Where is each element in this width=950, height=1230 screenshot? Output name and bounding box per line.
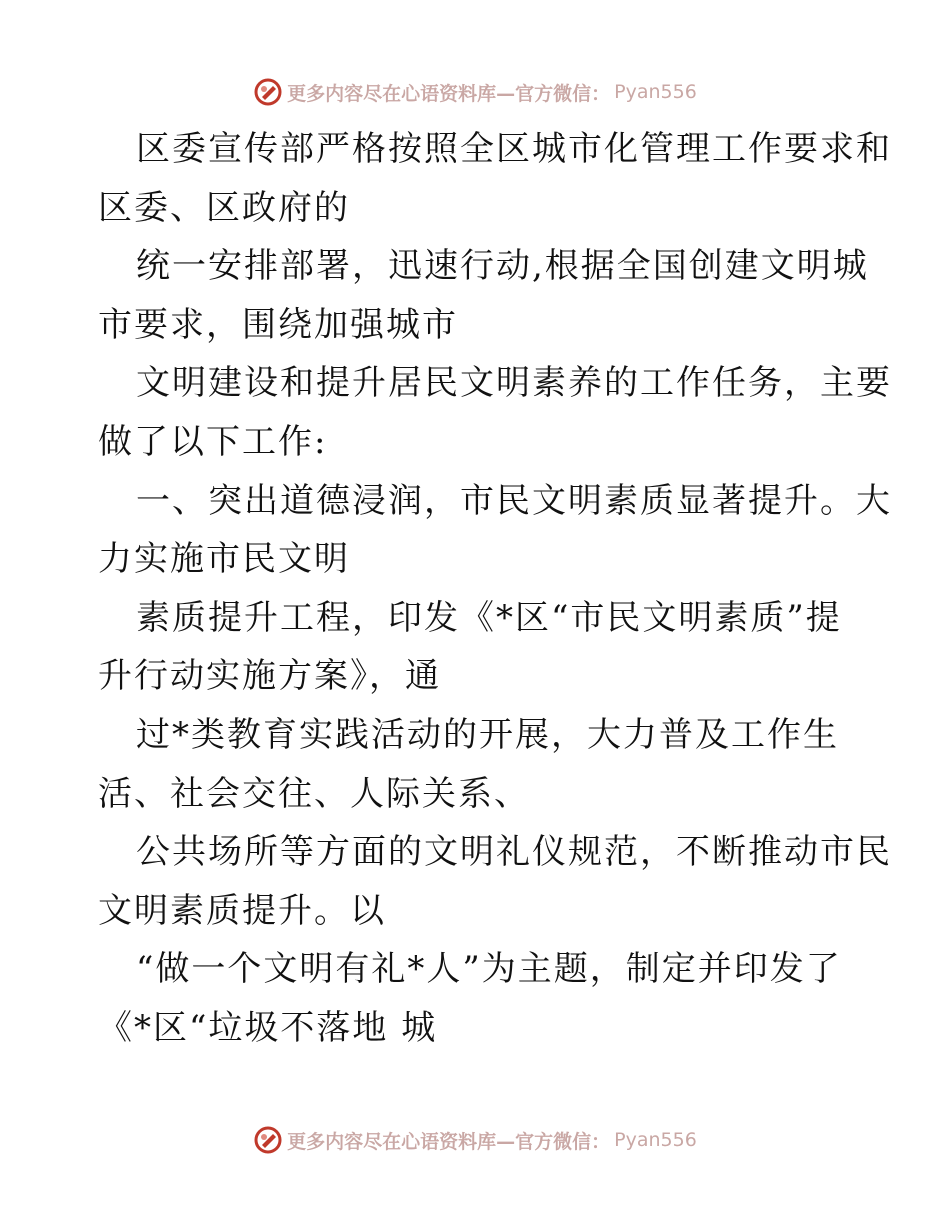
logo-icon xyxy=(253,77,283,107)
text-line: 活、社会交往、人际关系、 xyxy=(98,773,530,814)
text-line: 统一安排部署，迅速行动,根据全国创建文明城 xyxy=(136,246,869,287)
text-line: 市要求，围绕加强城市 xyxy=(98,304,458,345)
document-body xyxy=(98,120,892,1058)
footer-watermark xyxy=(0,1120,950,1160)
text-line: 文明建设和提升居民文明素养的工作任务，主要 xyxy=(136,363,892,404)
text-line: 升行动实施方案》，通 xyxy=(98,656,441,697)
watermark-wechat-id: Pyan556 xyxy=(614,81,697,103)
text-line: 文明素质提升。以 xyxy=(98,890,386,931)
text-line: 做了以下工作: xyxy=(98,421,328,462)
text-line: 过*类教育实践活动的开展，大力普及工作生 xyxy=(136,714,839,755)
text-line: 区委宣传部严格按照全区城市化管理工作要求和 xyxy=(136,129,892,169)
header-watermark xyxy=(0,72,950,112)
text-line: 公共场所等方面的文明礼仪规范，不断推动市民 xyxy=(136,832,892,873)
logo-icon xyxy=(253,1125,283,1155)
text-line: 《*区“垃圾不落地 城 xyxy=(98,1007,438,1048)
watermark-wechat-id: Pyan556 xyxy=(614,1129,697,1151)
text-line: 力实施市民文明 xyxy=(98,539,350,580)
text-line: 区委、区政府的 xyxy=(98,187,350,228)
watermark-text: 更多内容尽在心语资料库—官方微信： xyxy=(287,1130,611,1153)
text-line: 一、突出道德浸润，市民文明素质显著提升。大 xyxy=(136,480,892,521)
text-line: “做一个文明有礼*人”为主题，制定并印发了 xyxy=(136,949,842,990)
text-line: 素质提升工程，印发《*区“市民文明素质”提 xyxy=(136,597,842,638)
watermark-text: 更多内容尽在心语资料库—官方微信： xyxy=(287,82,611,105)
